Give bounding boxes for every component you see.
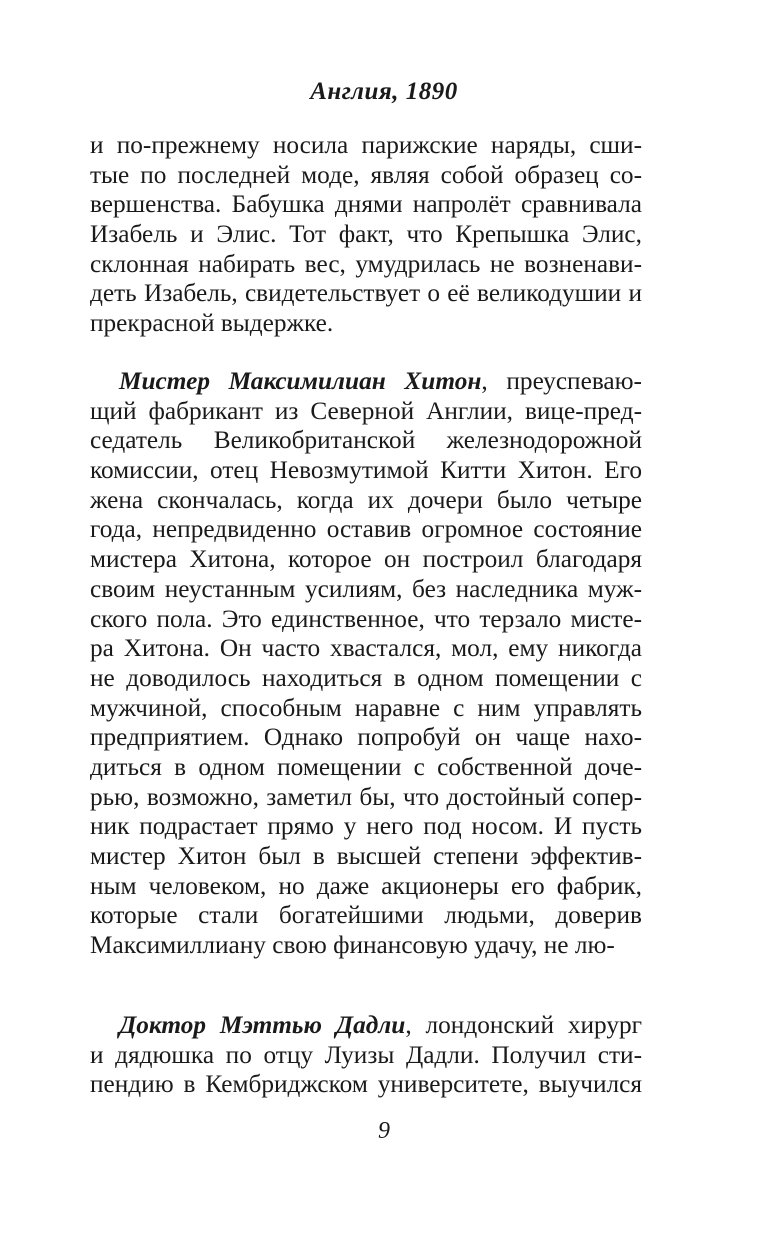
text-line: ник подрастает прямо у него под носом. И пусть — [90, 812, 642, 841]
text-fragment: , преуспеваю- — [481, 367, 642, 395]
text-line: Изабель и Элис. Тот факт, что Крепышка Элис, — [90, 220, 642, 249]
text-line: своим неустанным усилиям, без наследника муж- — [90, 574, 642, 603]
character-name: Мистер Максимилиан Хитон — [119, 367, 482, 395]
paragraph-3 — [90, 1011, 642, 1100]
text-line: мистер Хитон был в высшей степени эффектив- — [90, 842, 642, 870]
text-line: вершенства. Бабушка днями напролёт сравнивала — [90, 190, 642, 219]
text-line: ского пола. Это единственное, что терзало мисте- — [90, 604, 642, 633]
text-line: щий фабрикант из Северной Англии, вице-пред- — [90, 396, 642, 425]
running-head: Англия, 1890 — [310, 78, 458, 105]
text-line: прекрасной выдержке. — [90, 309, 334, 338]
paragraph-2 — [90, 367, 642, 961]
text-line: мужчиной, способным наравне с ним управлять — [90, 693, 642, 722]
page-number: 9 — [378, 1118, 390, 1144]
text-line: ра Хитона. Он часто хвастался, мол, ему никогда — [90, 634, 642, 663]
text-line: седатель Великобританской железнодорожной — [90, 426, 642, 455]
paragraph-1 — [90, 131, 642, 339]
text-line: и дядюшка по отцу Луизы Дадли. Получил сти- — [90, 1040, 642, 1069]
text-line: которые стали богатейшими людьми, доверив — [90, 901, 642, 930]
paragraph-first-line — [90, 1011, 642, 1041]
text-line: года, непредвиденно оставив огромное состояние — [90, 515, 642, 544]
text-fragment: , лондонский хирург — [405, 1011, 643, 1039]
text-line: комиссии, отец Невозмутимой Китти Хитон. Его — [90, 456, 642, 485]
text-line: ным человеком, но даже акционеры его фабрик, — [90, 871, 642, 900]
character-name: Доктор Мэттью Дадли — [119, 1011, 406, 1039]
text-line: деть Изабель, свидетельствует о её великодушии и — [90, 279, 642, 308]
text-line: предприятием. Однако попробуй он чаще нахо- — [90, 723, 642, 752]
text-line: тые по последней моде, являя собой образец со- — [90, 160, 642, 189]
text-line: и по-прежнему носила парижские наряды, сши- — [90, 131, 642, 159]
text-line: не доводилось находиться в одном помещении с — [90, 663, 642, 692]
text-line: мистера Хитона, которое он построил благодаря — [90, 545, 642, 574]
text-line: пендию в Кембриджском университете, выучился — [90, 1070, 642, 1099]
text-line: склонная набирать вес, умудрилась не возненави- — [90, 249, 642, 278]
text-line: рью, возможно, заметил бы, что достойный сопер- — [90, 782, 642, 811]
text-line: жена скончалась, когда их дочери было четыре — [90, 485, 642, 514]
text-line: диться в одном помещении с собственной доче- — [90, 752, 642, 781]
paragraph-first-line — [90, 367, 642, 397]
text-line: Максимиллиану свою финансовую удачу, не лю- — [90, 931, 615, 960]
